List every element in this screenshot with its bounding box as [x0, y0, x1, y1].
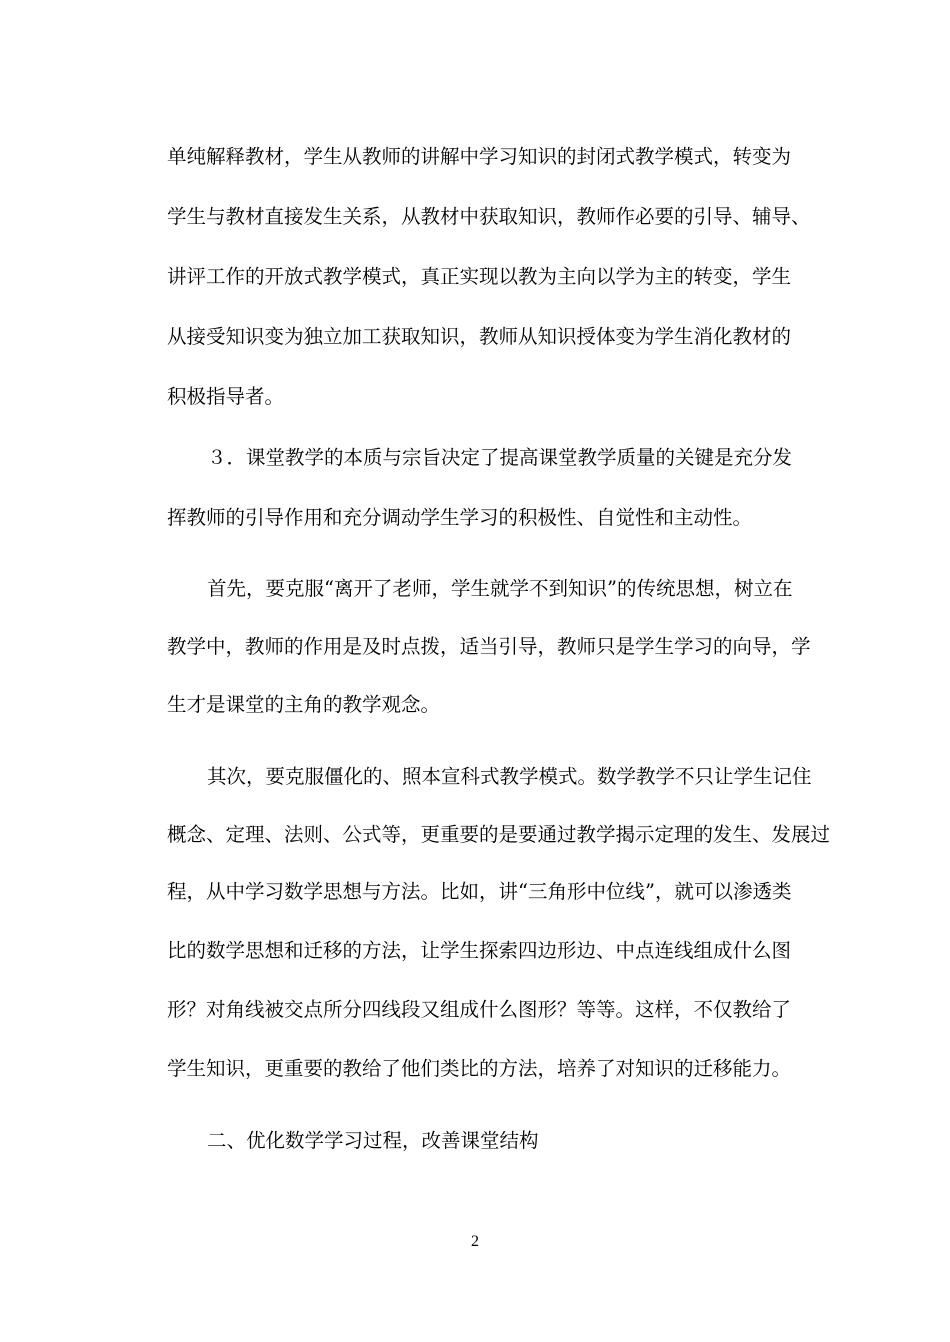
text-line: ３．课堂教学的本质与宗旨决定了提高课堂教学质量的关键是充分发	[207, 446, 793, 469]
text-line: 挥教师的引导作用和充分调动学生学习的积极性、自觉性和主动性。	[167, 506, 753, 529]
text-line: 教学中，教师的作用是及时点拨，适当引导，教师只是学生学习的向导，学	[167, 635, 811, 658]
section-heading: 二、优化数学学习过程，改善课堂结构	[207, 1129, 539, 1152]
page-number: 2	[471, 1233, 479, 1250]
text-line: 其次，要克服僵化的、照本宣科式教学模式。数学教学不只让学生记住	[207, 765, 812, 788]
text-line: 学生知识，更重要的教给了他们类比的方法，培养了对知识的迁移能力。	[167, 1057, 792, 1080]
text-line: 积极指导者。	[167, 385, 285, 408]
text-line: 讲评工作的开放式教学模式，真正实现以教为主向以学为主的转变，学生	[167, 265, 792, 288]
text-line: 程，从中学习数学思想与方法。比如，讲“三角形中位线”，就可以渗透类	[167, 880, 792, 903]
text-line: 单纯解释教材，学生从教师的讲解中学习知识的封闭式教学模式，转变为	[167, 145, 792, 168]
text-line: 首先，要克服“离开了老师，学生就学不到知识”的传统思想，树立在	[207, 577, 793, 600]
text-line: 从接受知识变为独立加工获取知识，教师从知识授体变为学生消化教材的	[167, 325, 792, 348]
text-line: 比的数学思想和迁移的方法，让学生探索四边形边、中点连线组成什么图	[167, 939, 792, 962]
text-line: 形？对角线被交点所分四线段又组成什么图形？等等。这样，不仅教给了	[167, 998, 792, 1021]
text-line: 概念、定理、法则、公式等，更重要的是要通过教学揭示定理的发生、发展过	[167, 823, 831, 846]
text-line: 学生与教材直接发生关系，从教材中获取知识，教师作必要的引导、辅导、	[167, 205, 811, 228]
text-line: 生才是课堂的主角的教学观念。	[167, 693, 441, 716]
